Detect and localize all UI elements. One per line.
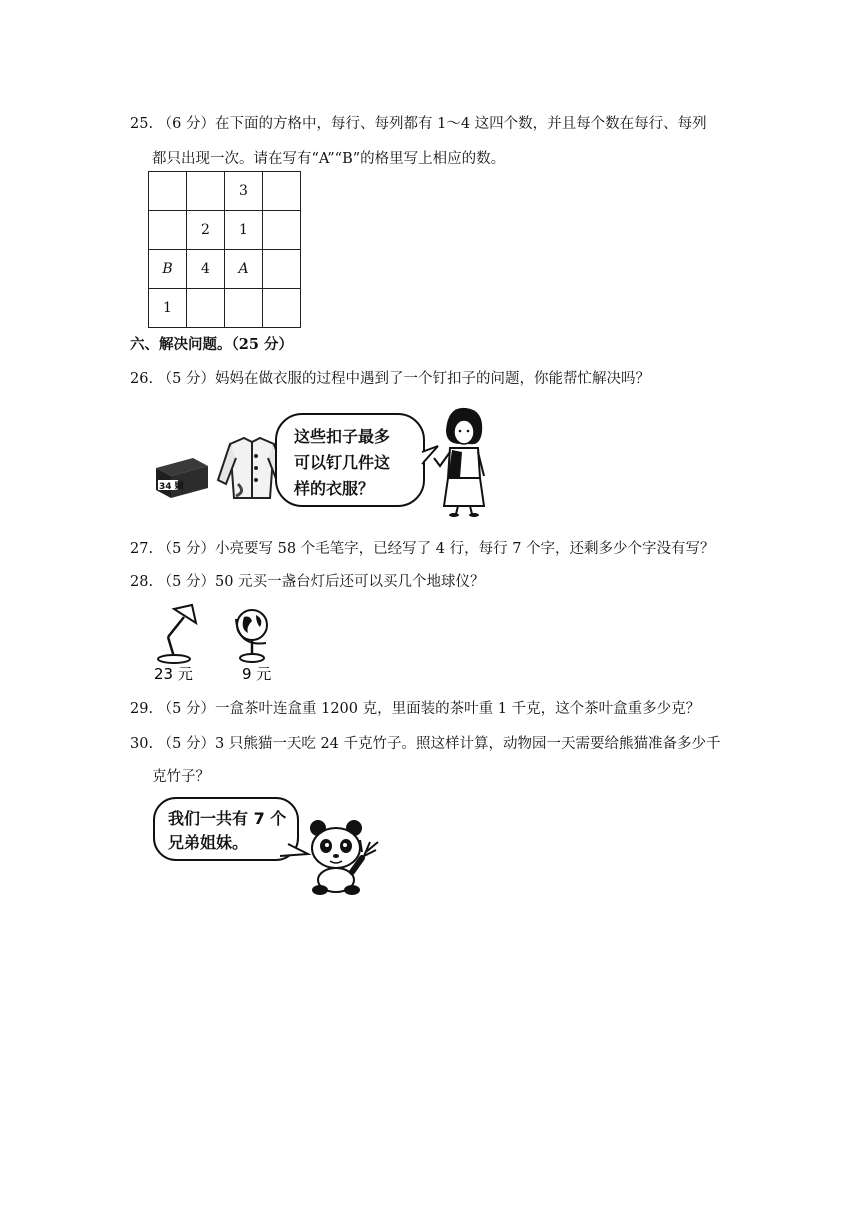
grid-row <box>149 172 301 211</box>
grid-cell[interactable] <box>149 172 187 211</box>
q30-text-line2: 克竹子？ <box>152 769 210 785</box>
q29-text: 29. （5 分）一盒茶叶连盒重 1200 克，里面装的茶叶重 1 千克，这个茶叶盒重多少克？ <box>130 701 701 717</box>
q25-text-line1: 25. （6 分）在下面的方格中，每行、每列都有 1～4 这四个数，并且每个数在每行、每列 <box>130 116 707 132</box>
panda-icon <box>310 820 378 895</box>
bubble-line-1: 我们一共有 7 个 <box>168 809 287 828</box>
q28-text: 28. （5 分）50 元买一盏台灯后还可以买几个地球仪？ <box>130 574 485 590</box>
grid-cell[interactable] <box>225 289 263 328</box>
grid-cell[interactable] <box>149 211 187 250</box>
grid-row <box>149 289 301 328</box>
q30-illustration <box>148 794 393 896</box>
speech-bubble <box>154 798 308 860</box>
globe-icon <box>236 610 267 662</box>
bubble-line-2: 兄弟姐妹。 <box>168 833 249 852</box>
q28-illustration <box>148 603 288 685</box>
grid-row <box>149 250 301 289</box>
box-label: 34 颗 <box>159 482 184 492</box>
grid-cell-b[interactable]: B <box>149 250 187 289</box>
grid-cell[interactable] <box>263 250 301 289</box>
grid-cell[interactable] <box>263 172 301 211</box>
grid-row <box>149 211 301 250</box>
grid-cell[interactable]: 4 <box>187 250 225 289</box>
q30-text-line1: 30. （5 分）3 只熊猫一天吃 24 千克竹子。照这样计算，动物园一天需要给熊猫准备多少千 <box>130 736 721 752</box>
grid-cell[interactable]: 2 <box>187 211 225 250</box>
grid-cell[interactable]: 1 <box>225 211 263 250</box>
q25-text-line2: 都只出现一次。请在写有“A”“B”的格里写上相应的数。 <box>152 151 506 167</box>
q26-text: 26. （5 分）妈妈在做衣服的过程中遇到了一个钉扣子的问题，你能帮忙解决吗？ <box>130 371 651 387</box>
speech-bubble <box>276 414 438 506</box>
globe-price: 9 元 <box>242 665 272 683</box>
grid-cell-a[interactable]: A <box>225 250 263 289</box>
button-box-icon <box>156 458 208 498</box>
grid-cell[interactable] <box>263 211 301 250</box>
bubble-line-2: 可以钉几件这 <box>294 453 391 472</box>
lamp-price: 23 元 <box>154 665 193 683</box>
bubble-line-1: 这些扣子最多 <box>294 427 391 446</box>
desk-lamp-icon <box>158 605 196 663</box>
grid-cell[interactable] <box>187 172 225 211</box>
q27-text: 27. （5 分）小亮要写 58 个毛笔字，已经写了 4 行，每行 7 个字，还剩多少个字没有写？ <box>130 541 715 557</box>
grid-cell[interactable] <box>263 289 301 328</box>
q26-illustration <box>148 402 498 518</box>
bubble-line-3: 样的衣服？ <box>294 479 375 498</box>
grid-cell[interactable]: 3 <box>225 172 263 211</box>
grid-cell[interactable]: 1 <box>149 289 187 328</box>
mother-figure-icon <box>434 408 484 517</box>
number-grid <box>148 171 301 328</box>
grid-cell[interactable] <box>187 289 225 328</box>
section-title: 六、解决问题。（25 分） <box>130 336 293 353</box>
